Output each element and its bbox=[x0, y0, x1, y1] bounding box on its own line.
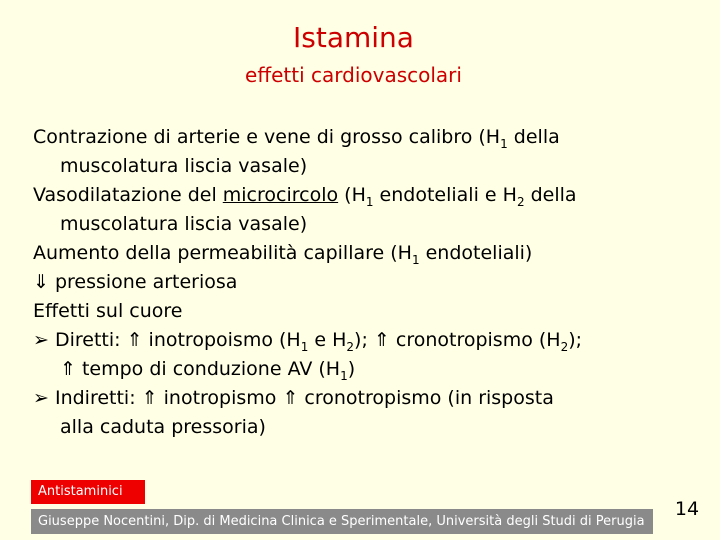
subscript: 1 bbox=[340, 368, 348, 383]
arrowhead-bullet-icon: ➢ bbox=[33, 387, 49, 409]
text: Effetti sul cuore bbox=[33, 300, 183, 322]
subscript: 2 bbox=[346, 339, 355, 354]
underlined-term: microcircolo bbox=[222, 184, 339, 206]
text: cronotropismo (H bbox=[389, 329, 561, 351]
text: Diretti: bbox=[48, 329, 127, 351]
subscript: 2 bbox=[516, 194, 525, 209]
text: Indiretti: bbox=[48, 387, 142, 409]
text: ) bbox=[347, 358, 356, 380]
text: endoteliali) bbox=[419, 242, 533, 264]
subscript: 1 bbox=[500, 136, 508, 151]
subscript: 1 bbox=[411, 252, 420, 267]
item-pressione bbox=[33, 268, 693, 297]
text: della bbox=[524, 184, 577, 206]
up-arrow-icon: ⇑ bbox=[126, 329, 143, 351]
item-contrazione bbox=[33, 123, 693, 181]
page-number: 14 bbox=[674, 498, 700, 520]
text: Contrazione di arterie e vene di grosso calibro (H bbox=[33, 126, 501, 148]
text: muscolatura liscia vasale) bbox=[60, 213, 308, 235]
antistaminici-link-button[interactable]: Antistaminici bbox=[31, 480, 145, 504]
page-title: Istamina bbox=[293, 21, 414, 54]
item-indiretti bbox=[33, 384, 693, 442]
text: alla caduta pressoria) bbox=[60, 416, 266, 438]
text: endoteliali e H bbox=[373, 184, 517, 206]
text: ); bbox=[354, 329, 374, 351]
down-arrow-icon: ⇓ bbox=[33, 271, 49, 293]
arrowhead-bullet-icon: ➢ bbox=[33, 329, 49, 351]
text: cronotropismo (in risposta bbox=[298, 387, 554, 409]
slide-body bbox=[33, 123, 693, 442]
text: muscolatura liscia vasale) bbox=[60, 155, 308, 177]
text: inotropismo bbox=[157, 387, 283, 409]
item-permeabilita bbox=[33, 239, 693, 268]
page-subtitle: effetti cardiovascolari bbox=[245, 63, 462, 87]
text: ); bbox=[568, 329, 583, 351]
up-arrow-icon: ⇑ bbox=[373, 329, 390, 351]
text: Aumento della permeabilità capillare (H bbox=[33, 242, 412, 264]
subscript: 1 bbox=[300, 339, 309, 354]
text: (H bbox=[338, 184, 366, 206]
up-arrow-icon: ⇑ bbox=[141, 387, 158, 409]
text: pressione arteriosa bbox=[48, 271, 238, 293]
subscript: 2 bbox=[560, 339, 569, 354]
up-arrow-icon: ⇑ bbox=[282, 387, 299, 409]
item-cuore bbox=[33, 297, 693, 326]
subscript: 1 bbox=[365, 194, 374, 209]
text: tempo di conduzione AV (H bbox=[75, 358, 341, 380]
up-arrow-icon: ⇑ bbox=[60, 358, 76, 380]
text: inotropoismo (H bbox=[142, 329, 301, 351]
text: della bbox=[507, 126, 560, 148]
text: e H bbox=[308, 329, 347, 351]
text: Vasodilatazione del bbox=[33, 184, 223, 206]
item-diretti bbox=[33, 326, 693, 384]
footer-credit: Giuseppe Nocentini, Dip. di Medicina Clinica e Sperimentale, Università degli Studi di Perugia bbox=[31, 509, 653, 534]
item-vasodilatazione bbox=[33, 181, 693, 239]
